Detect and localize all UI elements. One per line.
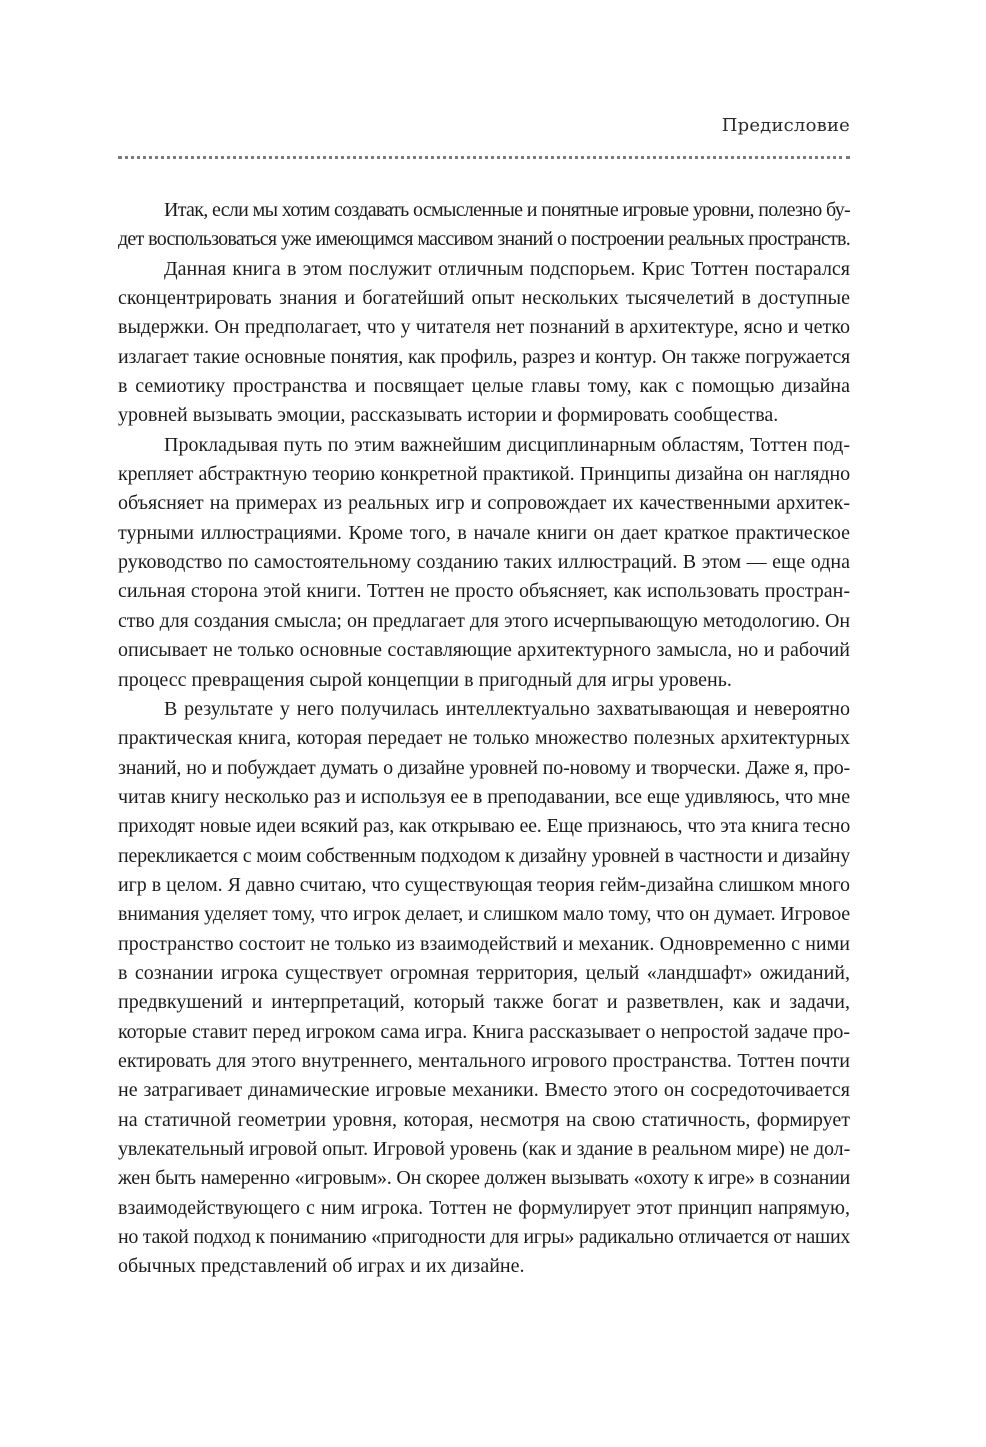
text-line: предвкушений и интерпретаций, который также богат и разветвлен, как и задачи, <box>118 991 850 1014</box>
text-line: процесс превращения сырой концепции в пригодный для игры уровень. <box>118 668 732 691</box>
text-line: руководство по самостоятельному созданию таких иллюстраций. В этом — еще одна <box>118 551 850 574</box>
text-line: ектировать для этого внутреннего, ментального игрового пространства. Тоттен почти <box>118 1049 850 1072</box>
text-line: жен быть намеренно «игровым». Он скорее должен вызывать «охоту к игре» в сознании <box>118 1167 850 1190</box>
text-line: сконцентрировать знания и богатейший опыт нескольких тысячелетий в доступные <box>118 287 850 310</box>
text-line: обычных представлений об играх и их дизайне. <box>118 1255 525 1278</box>
text-line: приходят новые идеи всякий раз, как открываю ее. Еще признаюсь, что эта книга тесно <box>118 815 850 838</box>
text-line: пространство состоит не только из взаимодействий и механик. Одновременно с ними <box>118 932 850 955</box>
text-line: уровней вызывать эмоции, рассказывать истории и формировать сообщества. <box>118 404 779 427</box>
text-line: увлекательный игровой опыт. Игровой уровень (как и здание в реальном мире) не дол- <box>118 1138 850 1160</box>
text-line: выдержки. Он предполагает, что у читателя нет познаний в архитектуре, ясно и четко <box>118 316 850 339</box>
text-line: ство для создания смысла; он предлагает для этого исчерпывающую методологию. Он <box>118 609 850 632</box>
text-line: знаний, но и побуждает думать о дизайне уровней по-новому и творчески. Даже я, про- <box>118 756 850 779</box>
text-line: перекликается с моим собственным подходом к дизайну уровней в частности и дизайну <box>118 844 850 867</box>
text-line: взаимодействующего с ним игрока. Тоттен не формулирует этот принцип напрямую, <box>118 1196 850 1219</box>
text-line: крепляет абстрактную теорию конкретной практикой. Принципы дизайна он наглядно <box>118 463 850 486</box>
text-line: В результате у него получилась интеллектуально захватывающая и невероятно <box>164 697 850 720</box>
header-dotted-rule <box>118 156 850 159</box>
text-line: в семиотику пространства и посвящает целые главы тому, как с помощью дизайна <box>118 375 850 398</box>
text-line: не затрагивает динамические игровые механики. Вместо этого он сосредоточивается <box>118 1079 850 1102</box>
body-text <box>118 196 850 1282</box>
text-line: сильная сторона этой книги. Тоттен не просто объясняет, как использовать простран- <box>118 580 850 603</box>
text-line: дет воспользоваться уже имеющимся массивом знаний о построении реальных пространств. <box>118 228 850 251</box>
text-line: внимания уделяет тому, что игрок делает, и слишком мало тому, что он думает. Игровое <box>118 903 850 926</box>
text-line: которые ставит перед игроком сама игра. Книга рассказывает о непростой задаче про- <box>118 1020 850 1043</box>
text-line: практическая книга, которая передает не только множество полезных архитектурных <box>118 727 850 750</box>
text-line: читав книгу несколько раз и используя ее в преподавании, все еще удивляюсь, что мне <box>118 785 850 808</box>
text-line: в сознании игрока существует огромная территория, целый «ландшафт» ожиданий, <box>118 961 850 984</box>
text-line: объясняет на примерах из реальных игр и сопровождает их качественными архитек- <box>118 492 850 515</box>
text-line: но такой подход к пониманию «пригодности для игры» радикально отличается от наших <box>118 1226 850 1249</box>
text-line: излагает такие основные понятия, как профиль, разрез и контур. Он также погружается <box>118 345 850 368</box>
text-line: игр в целом. Я давно считаю, что существующая теория гейм-дизайна слишком много <box>118 873 850 896</box>
text-line: турными иллюстрациями. Кроме того, в начале книги он дает краткое практическое <box>118 521 850 544</box>
text-line: Данная книга в этом послужит отличным подспорьем. Крис Тоттен постарался <box>164 257 850 280</box>
running-header: Предисловие <box>721 115 850 136</box>
text-line: Итак, если мы хотим создавать осмысленные и понятные игровые уровни, полезно бу- <box>164 199 850 221</box>
text-line: описывает не только основные составляющие архитектурного замысла, но и рабочий <box>118 639 850 662</box>
text-line: Прокладывая путь по этим важнейшим дисциплинарным областям, Тоттен под- <box>164 433 850 456</box>
text-line: на статичной геометрии уровня, которая, несмотря на свою статичность, формирует <box>118 1108 850 1131</box>
